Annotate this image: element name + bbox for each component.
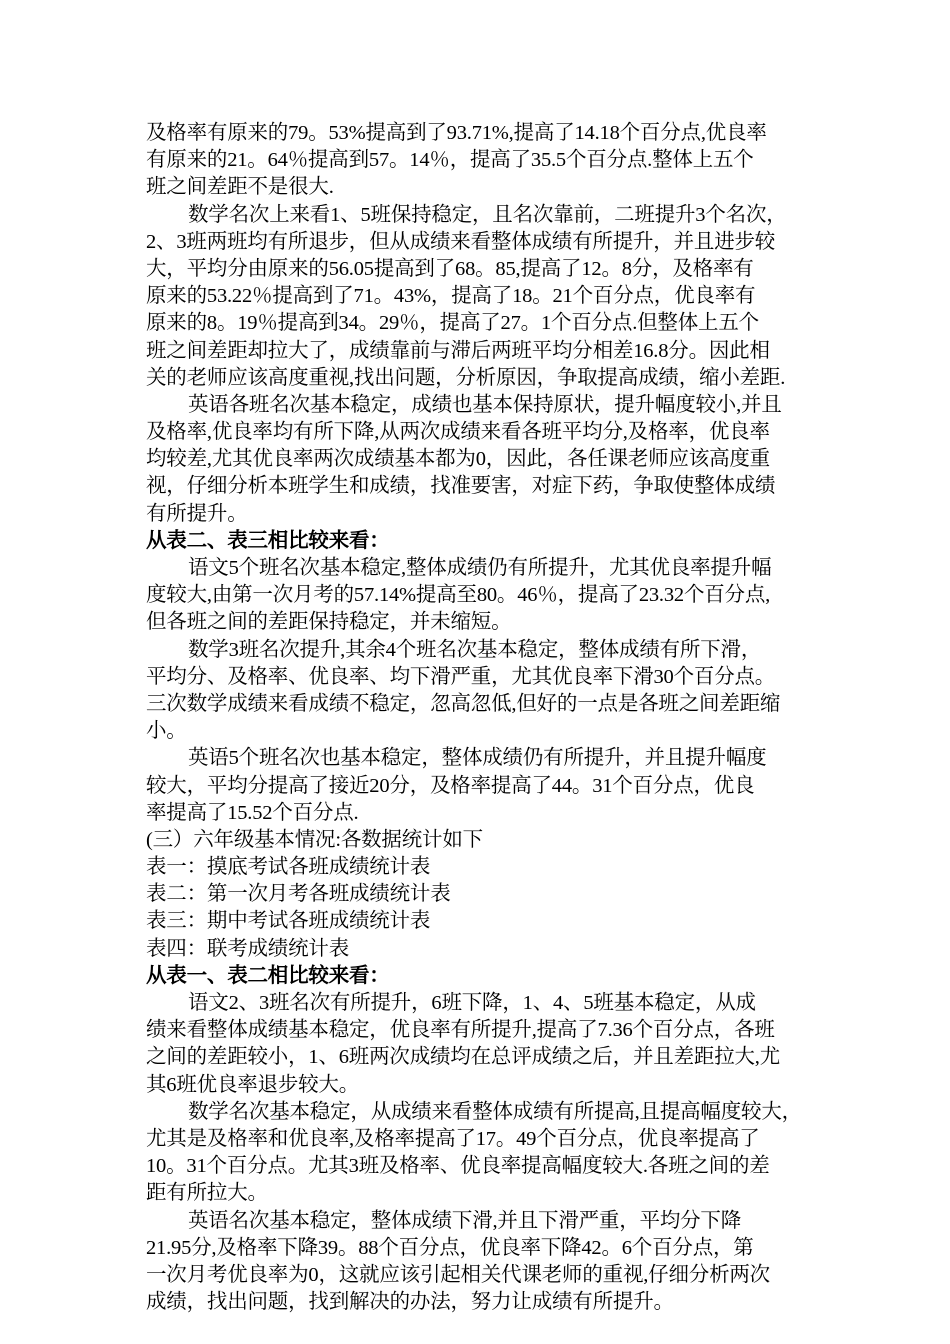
text-line: 2、3班两班均有所退步，但从成绩来看整体成绩有所提升，并且进步较 — [146, 230, 776, 253]
text-line: 及格率有原来的79。53%提高到了93.71%,提高了14.18个百分点,优良率 — [146, 122, 767, 144]
text-line: 表三：期中考试各班成绩统计表 — [146, 910, 431, 933]
document-body — [146, 120, 856, 1316]
text-line: (三）六年级基本情况:各数据统计如下 — [146, 828, 483, 851]
text-line: 语文5个班名次基本稳定,整体成绩仍有所提升，尤其优良率提升幅 — [188, 557, 772, 579]
text-line: 大，平均分由原来的56.05提高到了68。85,提高了12。8分，及格率有 — [146, 257, 754, 280]
text-line: 三次数学成绩来看成绩不稳定，忽高忽低,但好的一点是各班之间差距缩 — [146, 692, 781, 715]
text-line: 一次月考优良率为0，这就应该引起相关代课老师的重视,仔细分析两次 — [146, 1263, 770, 1286]
text-line: 21.95分,及格率下降39。88个百分点，优良率下降42。6个百分点，第 — [146, 1236, 754, 1259]
section-heading: 从表二、表三相比较来看： — [146, 529, 390, 552]
text-line: 但各班之间的差距保持稳定，并未缩短。 — [146, 611, 512, 634]
text-line: 英语5个班名次也基本稳定，整体成绩仍有所提升，并且提升幅度 — [188, 747, 767, 770]
text-line: 10。31个百分点。尤其3班及格率、优良率提高幅度较大.各班之间的差 — [146, 1155, 770, 1178]
text-line: 率提高了15.52个百分点. — [146, 801, 359, 824]
text-line: 其6班优良率退步较大。 — [146, 1073, 360, 1096]
text-line: 及格率,优良率均有所下降,从两次成绩来看各班平均分,及格率，优良率 — [146, 421, 770, 444]
text-line: 平均分、及格率、优良率、均下滑严重，尤其优良率下滑30个百分点。 — [146, 665, 776, 688]
text-line: 小。 — [146, 720, 187, 743]
text-line: 原来的8。19％提高到34。29％，提高了27。1个百分点.但整体上五个 — [146, 312, 759, 335]
section-heading: 从表一、表二相比较来看： — [146, 964, 390, 987]
text-line: 均较差,尤其优良率两次成绩基本都为0，因此，各任课老师应该高度重 — [146, 448, 770, 471]
text-line: 数学名次基本稳定，从成绩来看整体成绩有所提高,且提高幅度较大， — [188, 1100, 802, 1123]
text-line: 尤其是及格率和优良率,及格率提高了17。49个百分点，优良率提高了 — [146, 1127, 760, 1150]
text-line: 表四：联考成绩统计表 — [146, 937, 349, 960]
text-line: 表二：第一次月考各班成绩统计表 — [146, 883, 451, 906]
text-line: 关的老师应该高度重视,找出问题，分析原因，争取提高成绩，缩小差距. — [146, 366, 786, 389]
text-line: 数学3班名次提升,其余4个班名次基本稳定，整体成绩有所下滑， — [188, 638, 762, 661]
text-line: 度较大,由第一次月考的57.14%提高至80。46％，提高了23.32个百分点, — [146, 584, 771, 607]
text-line: 之间的差距较小，1、6班两次成绩均在总评成绩之后，并且差距拉大,尤 — [146, 1046, 781, 1069]
text-line: 班之间差距却拉大了，成绩靠前与滞后两班平均分相差16.8分。因此相 — [146, 339, 770, 362]
text-line: 英语各班名次基本稳定，成绩也基本保持原状，提升幅度较小,并且 — [188, 393, 782, 416]
text-line: 绩来看整体成绩基本稳定，优良率有所提升,提高了7.36个百分点，各班 — [146, 1019, 775, 1042]
text-line: 距有所拉大。 — [146, 1182, 268, 1205]
text-line: 表一：摸底考试各班成绩统计表 — [146, 856, 431, 879]
text-line: 视，仔细分析本班学生和成绩，找准要害，对症下药，争取使整体成绩 — [146, 475, 776, 498]
text-line: 原来的53.22％提高到了71。43%，提高了18。21个百分点，优良率有 — [146, 285, 756, 308]
text-line: 成绩，找出问题，找到解决的办法，努力让成绩有所提升。 — [146, 1291, 674, 1314]
text-line: 有所提升。 — [146, 502, 248, 525]
text-line: 有原来的21。64％提高到57。14％，提高了35.5个百分点.整体上五个 — [146, 149, 754, 172]
text-line: 较大，平均分提高了接近20分，及格率提高了44。31个百分点，优良 — [146, 774, 755, 797]
text-line: 数学名次上来看1、5班保持稳定，且名次靠前，二班提升3个名次， — [188, 203, 787, 226]
text-line: 班之间差距不是很大. — [146, 176, 334, 199]
text-line: 语文2、3班名次有所提升，6班下降，1、4、5班基本稳定，从成 — [188, 992, 756, 1014]
text-line: 英语名次基本稳定，整体成绩下滑,并且下滑严重，平均分下降 — [188, 1209, 742, 1232]
